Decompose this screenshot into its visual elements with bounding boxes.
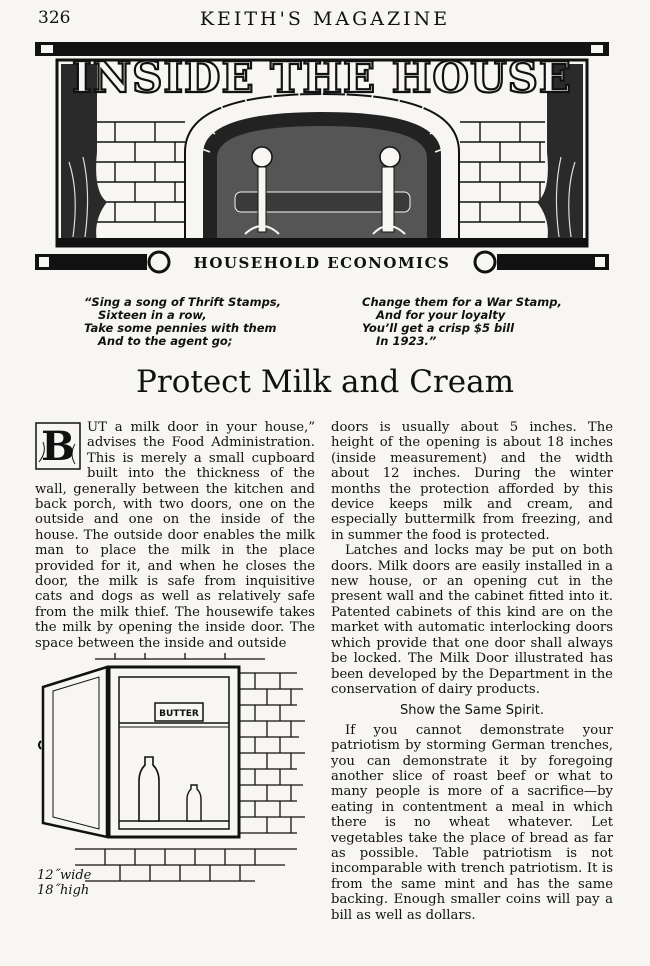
paragraph-1-continued: doors is usually about 5 inches. The height of the opening is about 18 inches (inside measurement) and the width about 12 inches. During the winter months the protection afforded by this device keeps milk and cream, and especially buttermilk from freezing, and in summer the food is protected. [331, 420, 613, 543]
article-title: Protect Milk and Cream [136, 364, 514, 400]
dropcap-initial [35, 422, 81, 470]
poem-stanza-right [362, 296, 562, 348]
dropcap-letter: B [41, 423, 75, 470]
poem-line: Sixteen in a row, [98, 308, 207, 322]
magazine-title: KEITH'S MAGAZINE [199, 8, 451, 30]
article-column-left [35, 420, 315, 651]
poem-line: Take some pennies with them [84, 321, 277, 335]
poem-line: You’ll get a crisp $5 bill [362, 321, 515, 335]
subheading: Show the Same Spirit. [400, 703, 544, 719]
poem-line: And for your loyalty [376, 308, 506, 322]
width-label: 12˝wide [37, 868, 92, 883]
paragraph-1: UT a milk door in your house,” advises the Food Administration. This is merely a small cupboard built into the thickness of the wall, generally between the kitchen and back porch, with two doors, one on the outside and one on the inside of the house. The outside door enables the milk man to place the milk in the place provided for it, and when he closes the door, the milk is safe from inquisitive cats and dogs as well as relatively safe from the milk thief. The housewife takes the milk by opening the inside door. The space between the inside and outside [35, 420, 315, 651]
section-title: HOUSEHOLD ECONOMICS [193, 254, 451, 272]
paragraph-3: If you cannot demonstrate your patriotism by storming German trenches, you can demonstrate it by foregoing another slice of roast beef or what to many people is more of a sacrifice—by eating in contentment a meal in which there is no wheat whatever. Let vegetables take the place of bread as far as possible. Table patriotism is not incomparable with trench patriotism. It is from the same mint and has the same backing. Enough smaller coins will pay a bill as well as dollars. [331, 722, 613, 923]
paragraph-2: Latches and locks may be put on both doors. Milk doors are easily installed in a new house, or an opening cut in the present wall and the cabinet fitted into it. Patented cabinets of this kind are on the market with automatic interlocking doors which provide that one door shall always be locked. The Milk Door illustrated has been developed by the Department in the conservation of dairy products. [331, 543, 613, 697]
poem-line: In 1923.” [376, 334, 437, 348]
poem-line: “Sing a song of Thrift Stamps, [84, 295, 282, 309]
inside-the-house-banner [35, 42, 609, 274]
height-label: 18˝high [37, 883, 90, 898]
banner-title: INSIDE THE HOUSE [72, 53, 572, 102]
poem-stanza-left [84, 296, 281, 348]
article-column-right [331, 420, 613, 923]
butter-label: BUTTER [159, 709, 199, 719]
dimension-labels [37, 868, 91, 898]
page-number: 326 [38, 8, 71, 28]
poem-line: And to the agent go; [98, 334, 233, 348]
poem-line: Change them for a War Stamp, [362, 295, 562, 309]
